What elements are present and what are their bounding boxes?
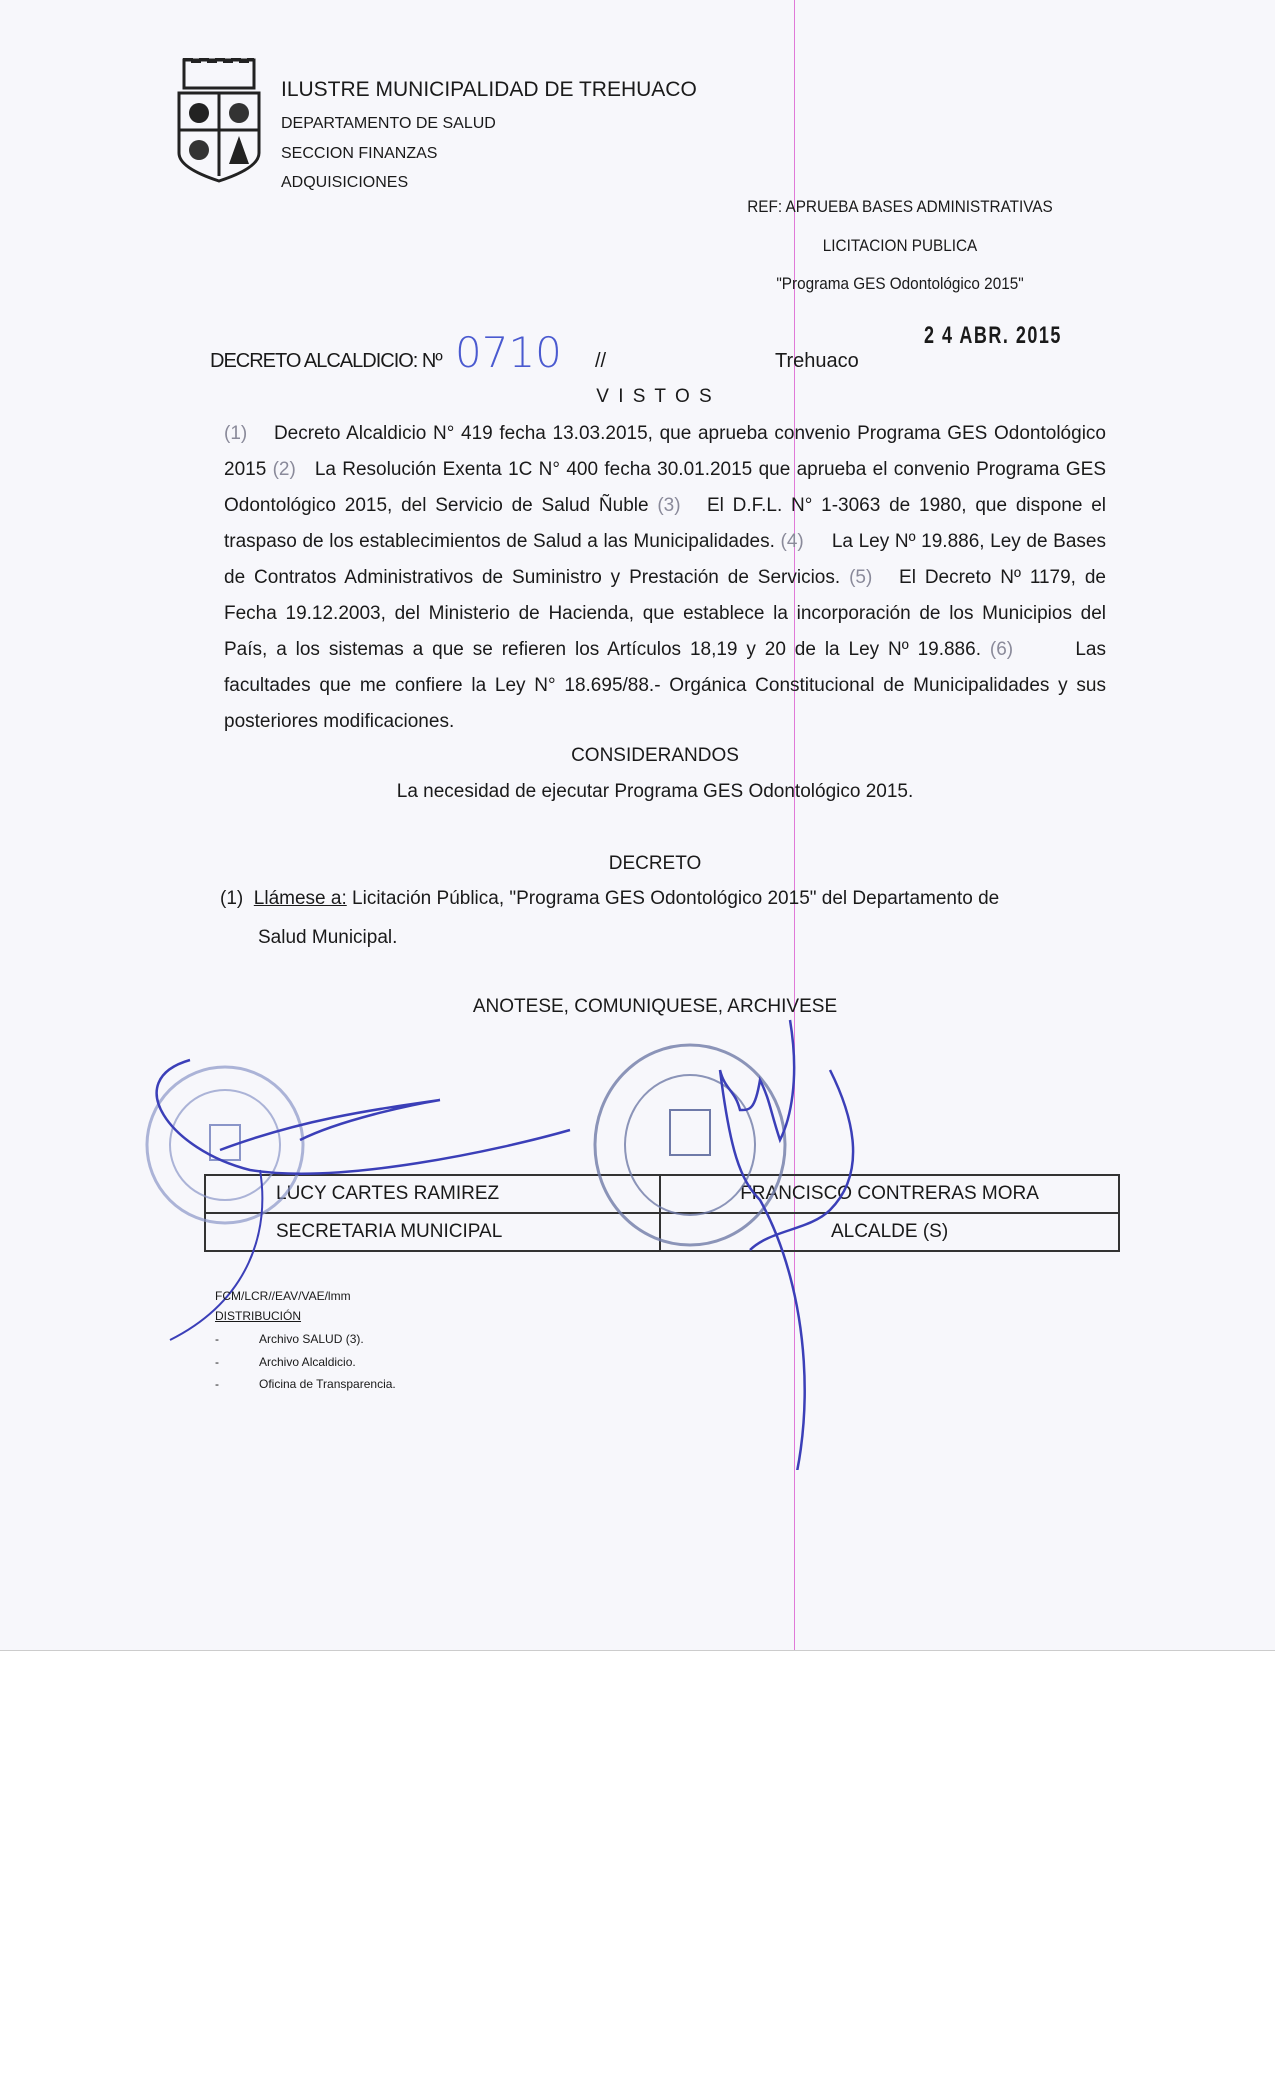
distribution-item: - Archivo SALUD (3). <box>215 1332 364 1346</box>
vistos-item: Las facultades que me confiere la Ley N° 18.695/88.- Orgánica Constitucional de Municipalidades y sus posteriores modificaciones. <box>224 639 1106 732</box>
date-stamp: 2 4 ABR. 2015 <box>924 322 1062 349</box>
left-signer-title: SECRETARIA MUNICIPAL <box>205 1213 660 1251</box>
considerandos-heading: CONSIDERANDOS <box>571 745 739 766</box>
decreto-text: Licitación Pública, "Programa GES Odontológico 2015" del Departamento de <box>346 888 1000 909</box>
decree-number-handwritten: 0710 <box>455 328 562 377</box>
department-name: DEPARTAMENTO DE SALUD <box>281 115 496 132</box>
vistos-item: La Ley Nº 19.886, Ley de Bases de Contratos Administrativos de Suministro y Prestación de Servicios. <box>224 531 1106 588</box>
section-name: SECCION FINANZAS <box>281 145 438 162</box>
decree-separator: // <box>595 350 607 372</box>
distribution-item: - Oficina de Transparencia. <box>215 1377 396 1391</box>
vistos-item: El Decreto Nº 1179, de Fecha 19.12.2003, del Ministerio de Hacienda, que establece la incorporación de los Municipios del País, a los sistemas a que se refieren los Artículos 18,19 y 20 de la Ley Nº 19.886. <box>224 567 1106 660</box>
signatures-icon <box>90 1010 1040 1470</box>
ref-line-2: LICITACION PUBLICA <box>822 236 978 255</box>
institution-name: ILUSTRE MUNICIPALIDAD DE TREHUACO <box>281 78 697 101</box>
distribution-item-text: Archivo Alcaldicio. <box>259 1355 356 1369</box>
item-number: (4) <box>780 531 804 552</box>
item-number: (5) <box>849 567 873 588</box>
vistos-item: El D.F.L. N° 1-3063 de 1980, que dispone el traspaso de los establecimientos de Salud a las Municipalidades. <box>224 495 1106 552</box>
closing-line: ANOTESE, COMUNIQUESE, ARCHIVESE <box>472 996 838 1017</box>
vistos-body <box>224 416 1106 740</box>
right-signer-title: ALCALDE (S) <box>660 1213 1119 1251</box>
decree-place: Trehuaco <box>775 350 859 372</box>
left-signer-name: LUCY CARTES RAMIREZ <box>205 1175 660 1213</box>
decree-label: DECRETO ALCALDICIO: Nº <box>210 350 442 372</box>
decreto-lead: Llámese a: <box>253 888 347 909</box>
vistos-heading: V I S T O S <box>596 386 714 407</box>
item-number: (1) <box>220 888 244 909</box>
decreto-item <box>220 888 999 910</box>
decreto-text-cont: Salud Municipal. <box>258 927 398 948</box>
item-number: (6) <box>989 639 1014 660</box>
item-number: (1) <box>224 423 248 444</box>
ref-line-1: REF: APRUEBA BASES ADMINISTRATIVAS <box>747 197 1053 216</box>
vistos-item: Decreto Alcaldicio N° 419 fecha 13.03.2015, que aprueba convenio Programa GES Odontológico 2015 <box>224 423 1106 480</box>
ref-line-3: "Programa GES Odontológico 2015" <box>776 274 1024 293</box>
item-number: (2) <box>272 459 296 480</box>
distribution-item-text: Oficina de Transparencia. <box>259 1377 396 1391</box>
item-number: (3) <box>657 495 681 516</box>
distribution-heading: DISTRIBUCIÓN <box>215 1309 302 1323</box>
decreto-heading: DECRETO <box>608 853 702 874</box>
unit-name: ADQUISICIONES <box>281 174 409 191</box>
distribution-item: - Archivo Alcaldicio. <box>215 1355 356 1369</box>
municipal-crest-icon <box>174 58 264 183</box>
vistos-item: La Resolución Exenta 1C N° 400 fecha 30.01.2015 que aprueba el convenio Programa GES Odontológico 2015, del Servicio de Salud Ñuble <box>224 459 1107 516</box>
right-signer-name: FRANCISCO CONTRERAS MORA <box>660 1175 1119 1213</box>
initials-line: FCM/LCR//EAV/VAE/lmm <box>215 1289 351 1303</box>
considerandos-text: La necesidad de ejecutar Programa GES Odontológico 2015. <box>396 781 914 802</box>
distribution-item-text: Archivo SALUD (3). <box>259 1332 364 1346</box>
